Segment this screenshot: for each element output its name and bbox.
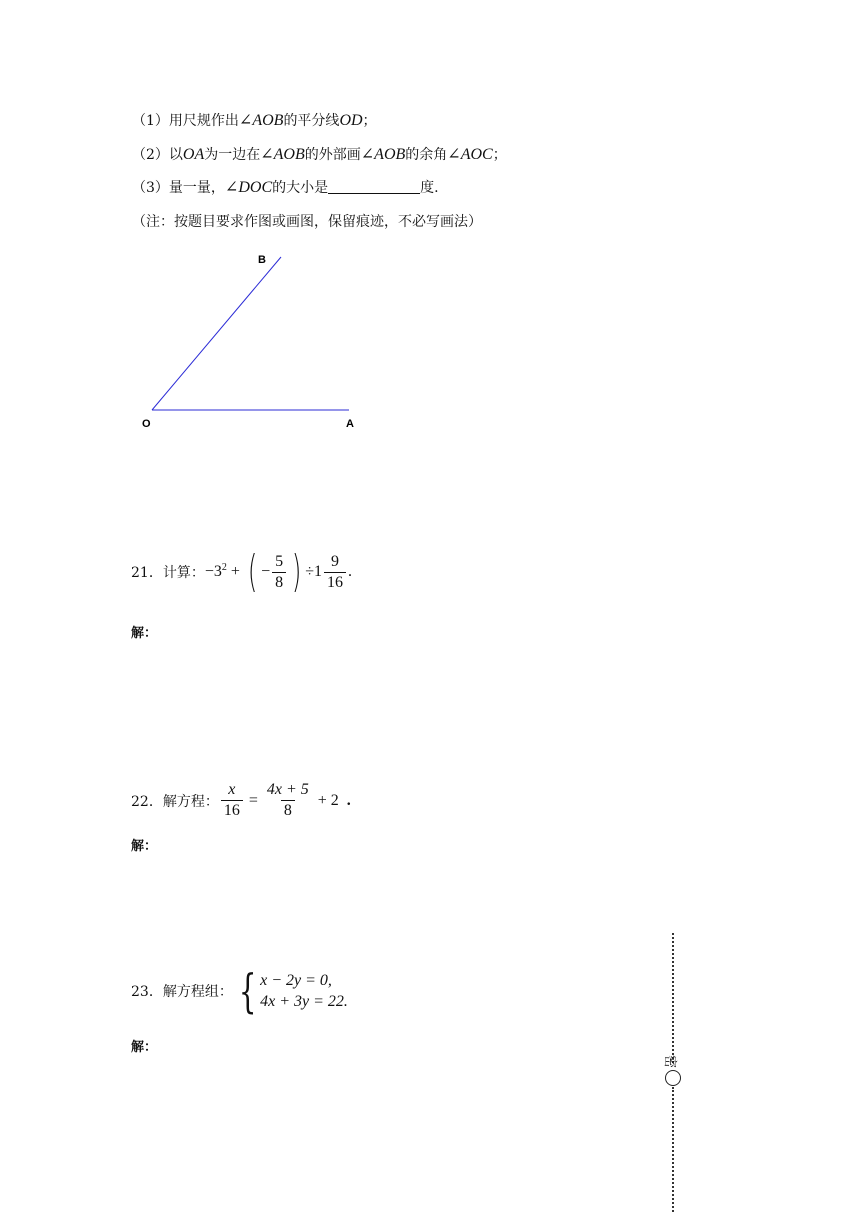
q22-answer-label: 解： xyxy=(131,839,158,854)
q23-answer-label: 解： xyxy=(131,1040,158,1055)
denominator: 16 xyxy=(324,572,346,593)
fraction xyxy=(272,552,286,593)
equation-1: x − 2y = 0, xyxy=(260,972,332,989)
seal-label xyxy=(662,1052,678,1071)
numerator: 5 xyxy=(275,552,284,570)
angle-symbol: ∠ xyxy=(260,146,274,163)
punct: ； xyxy=(492,147,507,163)
operator: = xyxy=(248,791,258,809)
seal-dotted-line-bottom xyxy=(672,1087,674,1212)
angle-figure xyxy=(130,245,380,440)
q20-part2-text: 的外部画 xyxy=(304,147,361,163)
q20-part3-text: 的大小是 xyxy=(272,180,329,196)
q20-note: （注：按题目要求作图或画图，保留痕迹，不必写画法） xyxy=(132,214,482,230)
term: + 2 xyxy=(317,791,339,809)
punct: ； xyxy=(362,113,377,129)
point-label-o: O xyxy=(142,418,151,430)
line-name: OD xyxy=(339,112,363,129)
fraction xyxy=(324,552,346,593)
q21-label: 21．计算： xyxy=(131,565,205,581)
angle-symbol: ∠ xyxy=(224,179,239,196)
angle-name: AOC xyxy=(460,146,493,163)
denominator: 8 xyxy=(272,572,286,593)
q21-expression xyxy=(131,546,353,597)
q20-part2-text: （2）以 xyxy=(132,147,183,163)
seal-circle-icon xyxy=(665,1070,681,1086)
fraction xyxy=(221,780,243,821)
q20-part3-text: 度. xyxy=(420,180,439,196)
equation-2: 4x + 3y = 22. xyxy=(260,993,348,1010)
q20-part2 xyxy=(132,145,507,165)
fraction xyxy=(264,780,312,821)
seal-dotted-line-top xyxy=(672,933,674,1063)
operator: ÷1 xyxy=(305,563,323,580)
q20-part3 xyxy=(132,178,439,198)
q20-part1 xyxy=(132,111,377,131)
numerator: 9 xyxy=(331,552,340,570)
left-brace: { xyxy=(238,964,257,1018)
point-label-b: B xyxy=(258,254,266,266)
seal-char: 密 xyxy=(662,1054,678,1069)
q22-label: 22．解方程： xyxy=(131,793,219,810)
q20-part1-text: （1）用尺规作出 xyxy=(132,113,239,129)
denominator: 8 xyxy=(281,800,295,821)
punct: . xyxy=(346,791,351,809)
operator: + xyxy=(230,563,240,580)
angle-symbol: ∠ xyxy=(360,146,375,163)
exponent: 2 xyxy=(221,561,227,573)
angle-symbol: ∠ xyxy=(238,112,253,129)
angle-symbol: ∠ xyxy=(447,146,461,163)
left-paren: ( xyxy=(247,546,258,597)
numerator: x xyxy=(228,781,236,798)
punct: . xyxy=(348,563,353,580)
q23-system xyxy=(131,964,348,1018)
q20-part2-text: 为一边在 xyxy=(204,147,261,163)
numerator: 4x + 5 xyxy=(266,781,309,798)
q20-part3-text: （3）量一量， xyxy=(132,180,225,196)
angle-name: AOB xyxy=(252,112,284,129)
ray-ob xyxy=(152,257,281,410)
q21-answer-label: 解： xyxy=(131,626,158,641)
equation-system xyxy=(260,970,348,1012)
q20-part1-text: 的平分线 xyxy=(283,113,340,129)
angle-name: AOB xyxy=(374,146,406,163)
angle-name: AOB xyxy=(273,146,305,163)
q20-part2-text: 的余角 xyxy=(405,147,448,163)
angle-name: DOC xyxy=(238,179,273,196)
q23-label: 23．解方程组： xyxy=(131,984,233,1000)
point-label-a: A xyxy=(346,418,354,430)
right-paren: ) xyxy=(291,546,302,597)
operator: − xyxy=(261,563,271,580)
term: −3 xyxy=(204,563,222,580)
side-name: OA xyxy=(182,146,205,163)
answer-blank[interactable] xyxy=(328,179,420,194)
denominator: 16 xyxy=(221,800,243,821)
q22-equation xyxy=(131,780,351,821)
